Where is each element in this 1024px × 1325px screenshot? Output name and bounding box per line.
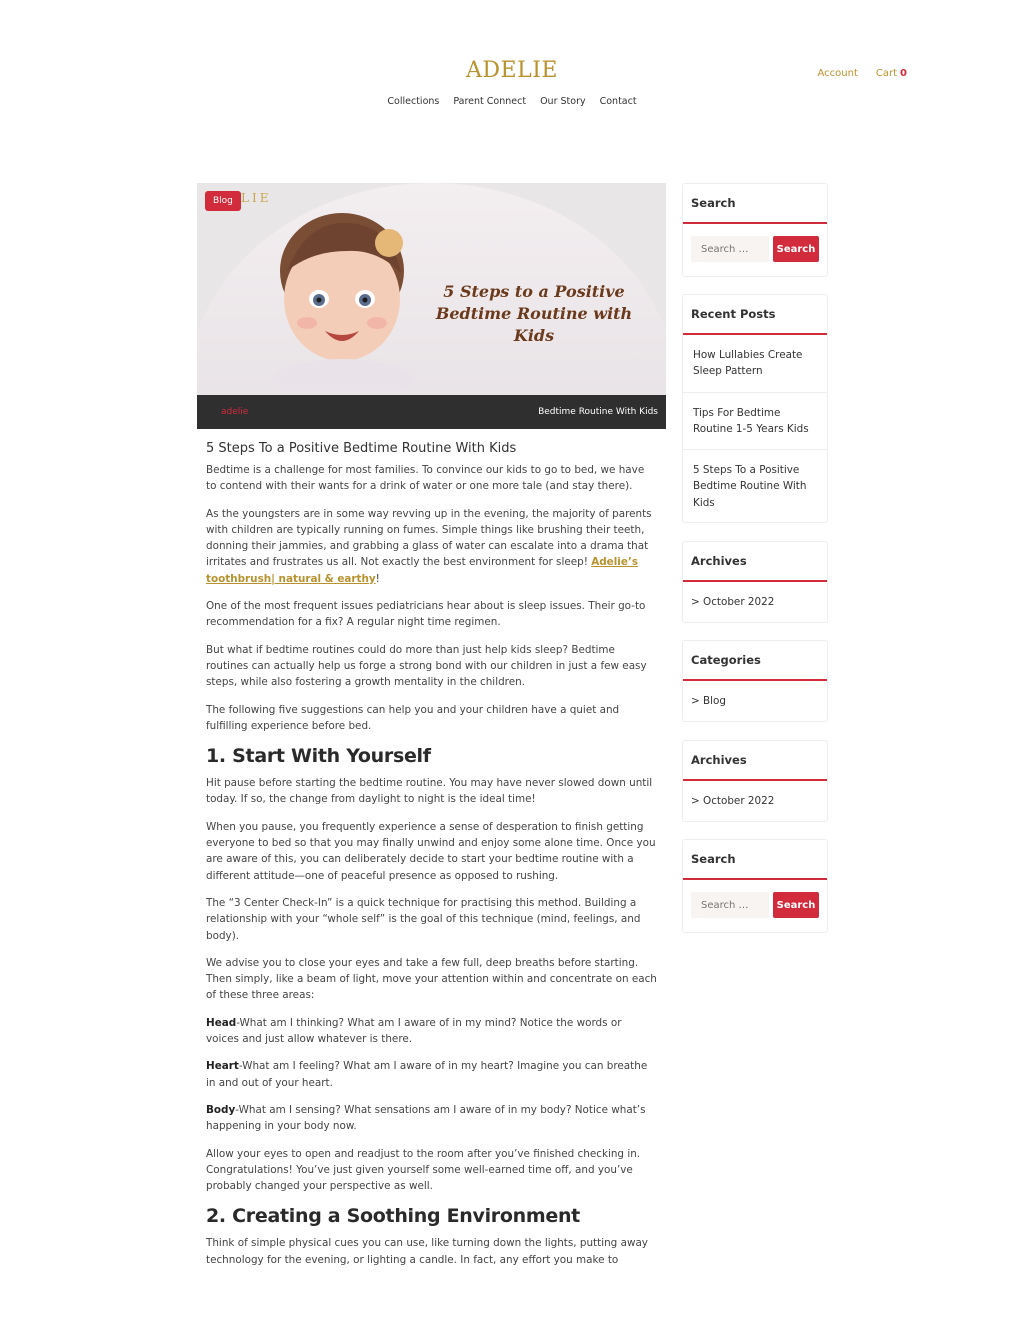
category-badge[interactable]: Blog xyxy=(205,191,241,211)
head-text: -What am I thinking? What am I aware of in my mind? Notice the words or voices and just allow whatever is there. xyxy=(206,1016,622,1046)
paragraph: Hit pause before starting the bedtime routine. You may have never slowed down until today. If so, the change from daylight to night is the ideal time! xyxy=(206,777,653,806)
recent-post-item[interactable]: Tips For Bedtime Routine 1-5 Years Kids xyxy=(683,393,827,451)
categories-widget xyxy=(682,640,828,722)
paragraph-heart xyxy=(206,1058,657,1091)
search-widget xyxy=(682,183,828,277)
nav-contact[interactable]: Contact xyxy=(599,96,637,107)
main-nav xyxy=(0,96,1024,107)
widget-title: Archives xyxy=(683,542,827,582)
section-heading: 2. Creating a Soothing Environment xyxy=(206,1205,580,1228)
paragraph-body xyxy=(206,1102,657,1135)
archives-widget-2 xyxy=(682,740,828,822)
hero-title-line1: 5 Steps to a Positive xyxy=(443,282,625,301)
hero-brand-text: LIE xyxy=(241,191,272,205)
paragraph-end: ! xyxy=(375,572,380,585)
paragraph: One of the most frequent issues pediatricians hear about is sleep issues. Their go-to recommendation for a fix? A regular night time regimen. xyxy=(206,600,646,629)
widget-title: Recent Posts xyxy=(683,295,827,335)
nav-our-story[interactable]: Our Story xyxy=(540,96,586,107)
nav-collections[interactable]: Collections xyxy=(387,96,440,107)
hero-title xyxy=(419,281,649,347)
paragraph: Think of simple physical cues you can use, like turning down the lights, putting away technology for the evening, or lighting a candle. In fact, any effort you make to xyxy=(206,1237,648,1266)
hero-title-line2: Bedtime Routine with Kids xyxy=(435,304,633,345)
post-meta-bar xyxy=(197,395,666,429)
body-text: -What am I sensing? What sensations am I aware of in my body? Notice what’s happening in your body now. xyxy=(206,1103,646,1133)
paragraph: The “3 Center Check-In” is a quick technique for practising this method. Building a relationship with your “whole self” is the goal of this technique (mind, feelings, and body). xyxy=(206,896,641,942)
recent-post-item[interactable]: 5 Steps To a Positive Bedtime Routine With Kids xyxy=(693,464,807,509)
paragraph: The following five suggestions can help you and your children have a quiet and fulfilling experience before bed. xyxy=(206,703,620,732)
search-button[interactable]: Search xyxy=(773,236,819,262)
account-link[interactable]: Account xyxy=(817,68,858,79)
search-input[interactable] xyxy=(691,236,769,262)
nav-parent-connect[interactable]: Parent Connect xyxy=(453,96,527,107)
cart-link[interactable] xyxy=(876,68,907,79)
paragraph: Bedtime is a challenge for most families. To convince our kids to go to bed, we have to contend with their wants for a drink of water or one more tale (and stay there). xyxy=(206,464,645,493)
archive-link[interactable]: > October 2022 xyxy=(691,795,775,807)
cart-label: Cart xyxy=(875,68,898,79)
body-label: Body xyxy=(206,1103,236,1116)
widget-title: Categories xyxy=(683,641,827,681)
header-actions xyxy=(817,68,907,79)
widget-title: Search xyxy=(683,840,827,880)
paragraph-head xyxy=(206,1015,657,1048)
recent-posts-widget xyxy=(682,294,828,523)
post-author[interactable]: adelie xyxy=(221,407,249,417)
recent-post-item[interactable]: How Lullabies Create Sleep Pattern xyxy=(683,335,827,393)
heart-text: -What am I feeling? What am I aware of in my heart? Imagine you can breathe in and out of your heart. xyxy=(206,1060,648,1089)
archive-link[interactable]: > October 2022 xyxy=(691,596,775,608)
post-title: 5 Steps To a Positive Bedtime Routine With Kids xyxy=(206,441,517,456)
breadcrumb: Bedtime Routine With Kids xyxy=(538,407,658,417)
post-content xyxy=(197,441,666,1268)
blog-post xyxy=(197,183,666,1283)
search-button[interactable]: Search xyxy=(773,892,819,918)
paragraph xyxy=(206,506,657,587)
paragraph: Allow your eyes to open and readjust to the room after you’ve finished checking in. Congratulations! You’ve just given yourself some well-earned time off, and you’ve probably changed your perspective as well. xyxy=(206,1147,641,1193)
paragraph: We advise you to close your eyes and take a few full, deep breaths before starting. Then simply, like a beam of light, move your attention within and concentrate on each of these three areas: xyxy=(206,956,657,1002)
paragraph: When you pause, you frequently experience a sense of desperation to finish getting everyone to bed so that you may finally unwind and enjoy some alone time. Once you are aware of this, you can deliberately decide to start your bedtime routine with a different attitude—one of peaceful presence as opposed to rushing. xyxy=(206,820,656,882)
search-form xyxy=(683,880,827,930)
widget-title: Archives xyxy=(683,741,827,781)
search-widget-2 xyxy=(682,839,828,933)
baby-illustration xyxy=(267,201,417,391)
cart-count: 0 xyxy=(900,68,907,79)
featured-image xyxy=(197,183,666,429)
toothbrush-link[interactable]: Adelie’s toothbrush| natural & earthy xyxy=(206,556,639,585)
search-form xyxy=(683,224,827,274)
paragraph-text: As the youngsters are in some way revving up in the evening, the majority of parents with children are typically running on fumes. Simple things like brushing their teeth, donning their jammies, and grabbing a glass of water can escalate into a drama that irritates and frustrates us all. Not exactly the best environment for sleep! xyxy=(206,507,652,569)
archives-widget xyxy=(682,541,828,623)
section-heading: 1. Start With Yourself xyxy=(206,745,431,768)
search-input[interactable] xyxy=(691,892,769,918)
category-link[interactable]: > Blog xyxy=(691,695,726,707)
site-logo[interactable]: ADELIE xyxy=(466,58,558,83)
paragraph: But what if bedtime routines could do more than just help kids sleep? Bedtime routines can actually help us forge a strong bond with our children in just a few easy steps, while also fostering a growth mentality in the children. xyxy=(206,643,647,689)
widget-title: Search xyxy=(683,184,827,224)
heart-label: Heart xyxy=(206,1060,239,1073)
head-label: Head xyxy=(206,1016,237,1029)
